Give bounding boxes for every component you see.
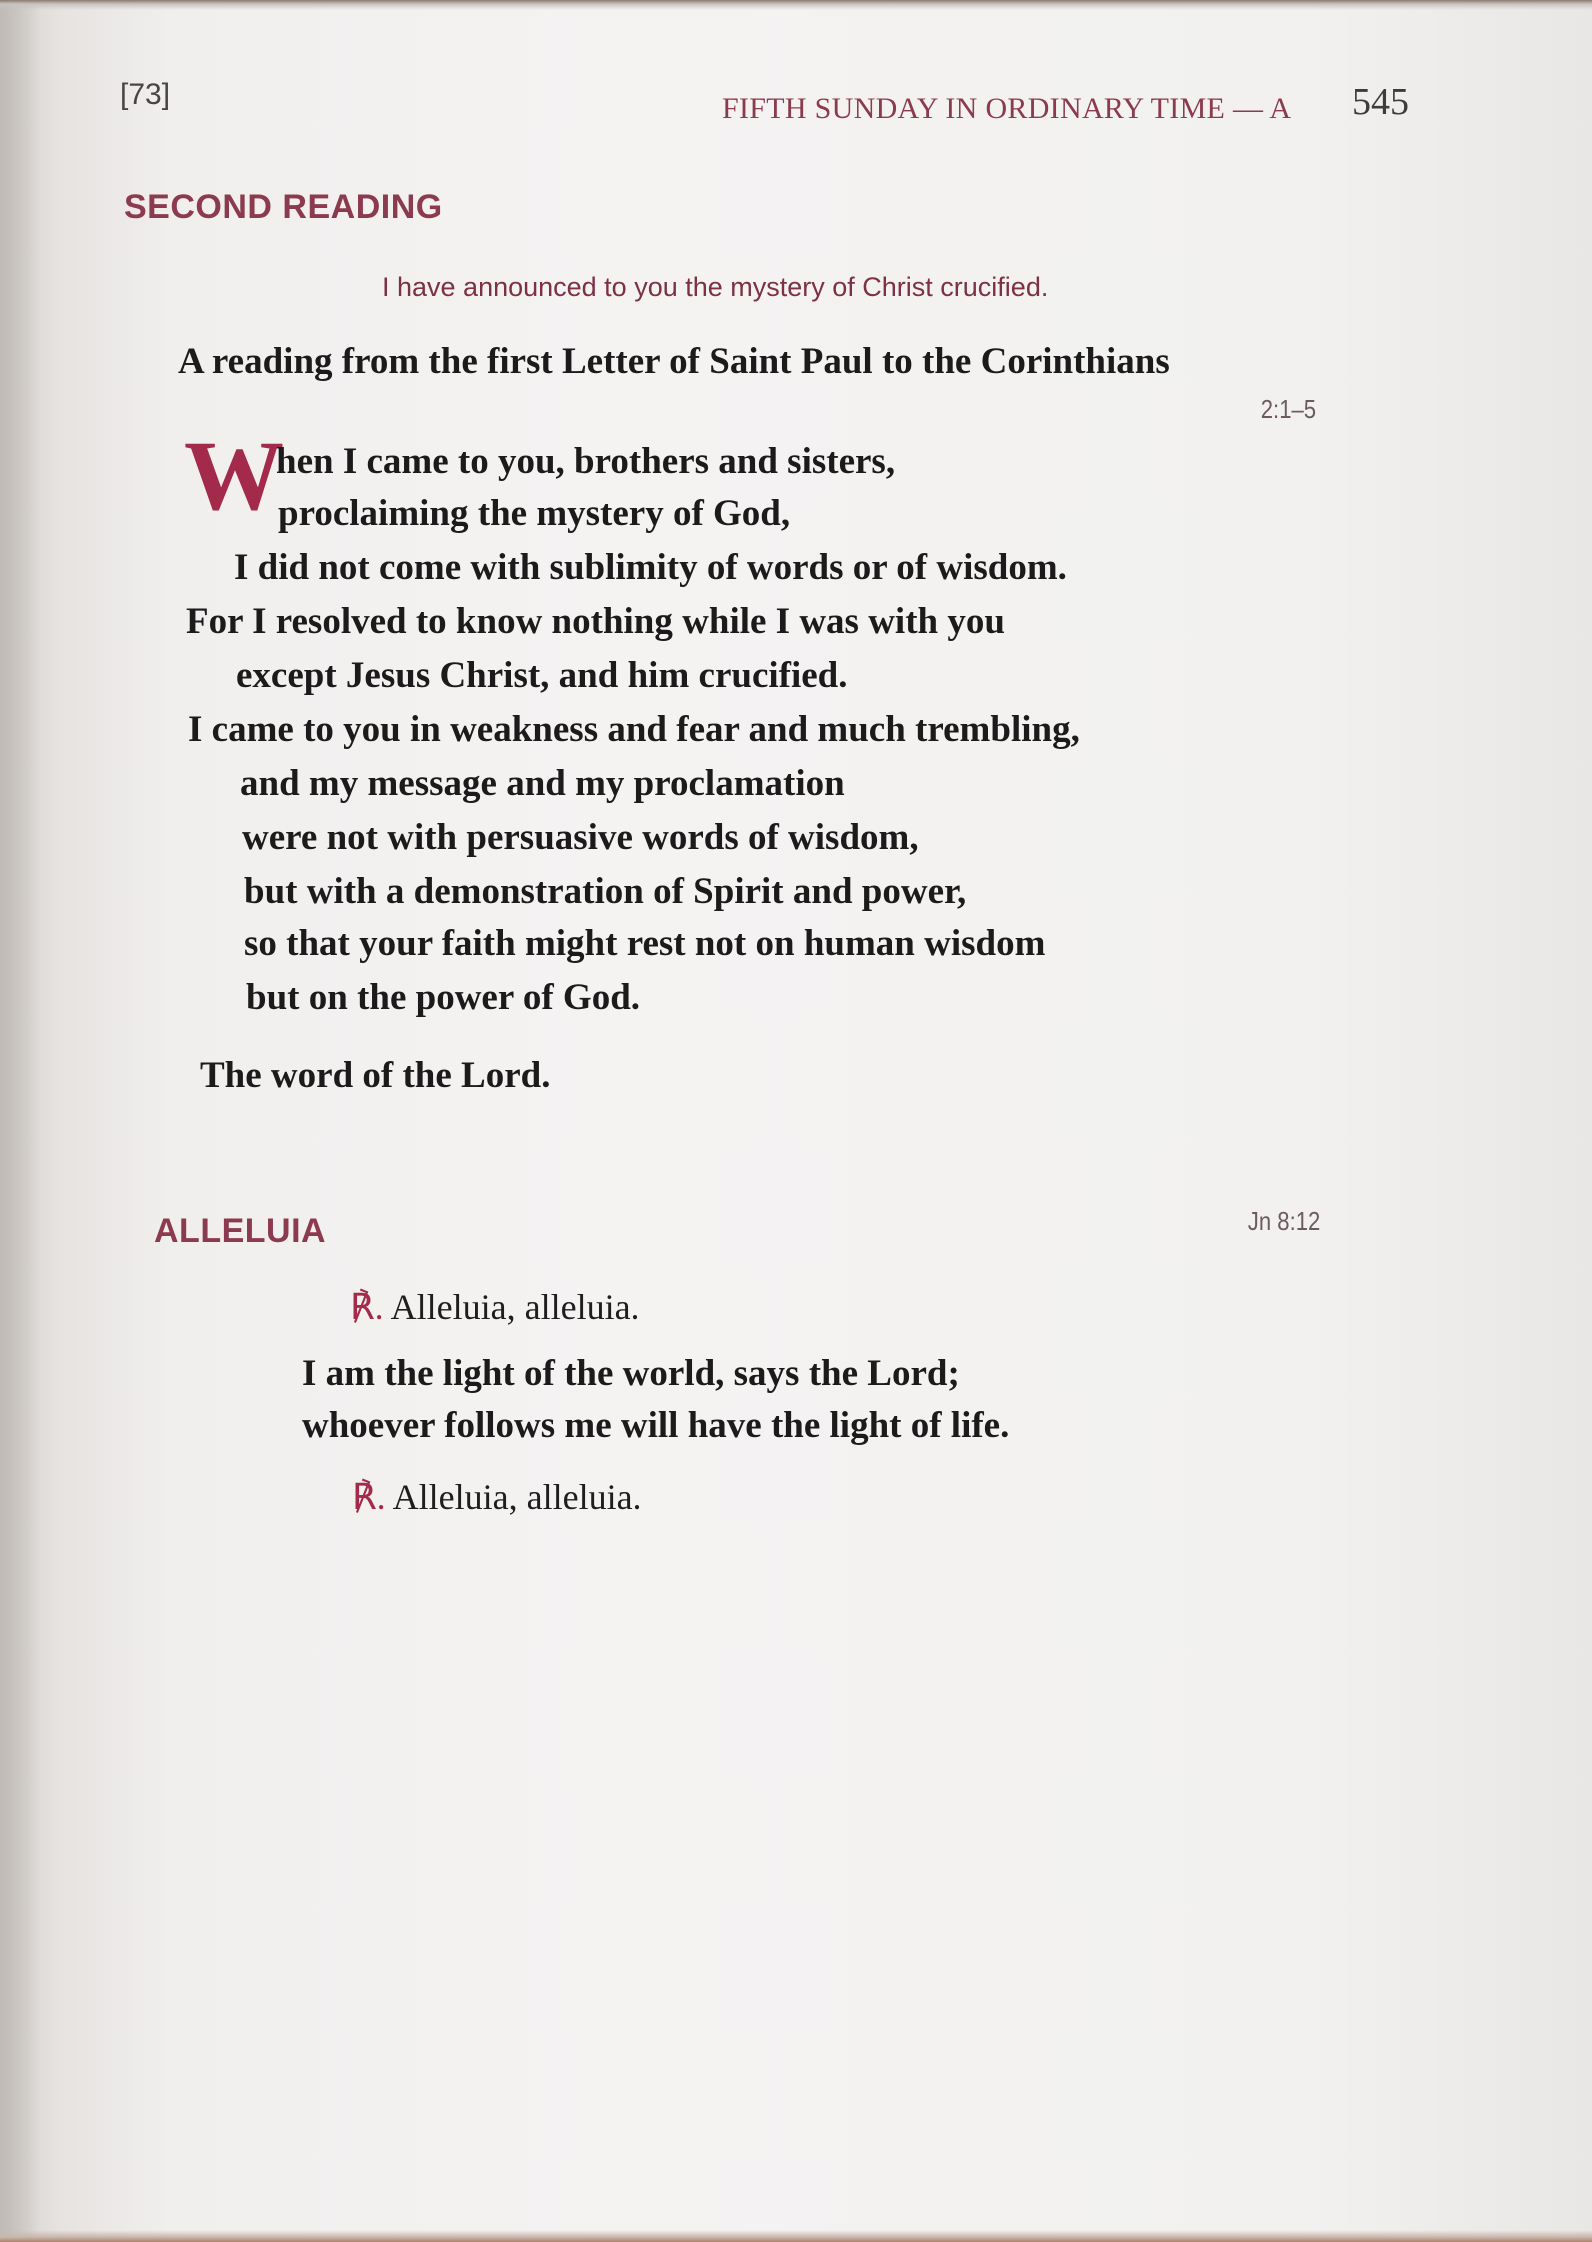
alleluia-response-2 [352, 1476, 642, 1518]
reading-introduction: A reading from the first Letter of Saint Paul to the Corinthians [178, 341, 1170, 382]
response-text: Alleluia, alleluia. [385, 1477, 642, 1517]
drop-cap-letter: W [184, 420, 284, 531]
alleluia-heading: ALLELUIA [154, 1212, 327, 1250]
reading-line-2: proclaiming the mystery of God, [278, 493, 791, 534]
reading-line-3: I did not come with sublimity of words or of wisdom. [234, 547, 1067, 588]
second-reading-heading: SECOND READING [124, 188, 443, 226]
reading-line-7: and my message and my proclamation [240, 763, 845, 804]
response-text: Alleluia, alleluia. [383, 1287, 640, 1327]
reading-summary: I have announced to you the mystery of Christ crucified. [382, 272, 1049, 302]
reading-line-8: were not with persuasive words of wisdom, [242, 817, 919, 858]
page-gutter-shadow [0, 0, 40, 2242]
closing-acclamation: The word of the Lord. [200, 1055, 551, 1096]
alleluia-citation: Jn 8:12 [1247, 1206, 1320, 1236]
reading-line-4: For I resolved to know nothing while I was with you [186, 601, 1005, 642]
response-symbol: ℟. [352, 1477, 386, 1517]
reading-line-1: hen I came to you, brothers and sisters, [276, 441, 896, 482]
page-top-edge [0, 0, 1592, 10]
page-reference-number: [73] [120, 78, 171, 111]
reading-line-11: but on the power of God. [246, 977, 641, 1018]
alleluia-response-1 [350, 1286, 640, 1328]
alleluia-verse-line-1: I am the light of the world, says the Lord; [302, 1353, 960, 1394]
reading-line-5: except Jesus Christ, and him crucified. [236, 655, 848, 696]
reading-line-9: but with a demonstration of Spirit and power, [244, 871, 967, 912]
response-symbol: ℟. [350, 1287, 384, 1327]
reading-line-6: I came to you in weakness and fear and much trembling, [188, 709, 1080, 750]
page-number: 545 [1352, 81, 1409, 123]
page-bottom-edge [0, 2230, 1592, 2242]
running-head: FIFTH SUNDAY IN ORDINARY TIME — A [722, 92, 1292, 125]
alleluia-verse-line-2: whoever follows me will have the light of life. [302, 1405, 1010, 1446]
reading-line-10: so that your faith might rest not on human wisdom [244, 923, 1046, 964]
reading-citation: 2:1–5 [1260, 394, 1316, 424]
